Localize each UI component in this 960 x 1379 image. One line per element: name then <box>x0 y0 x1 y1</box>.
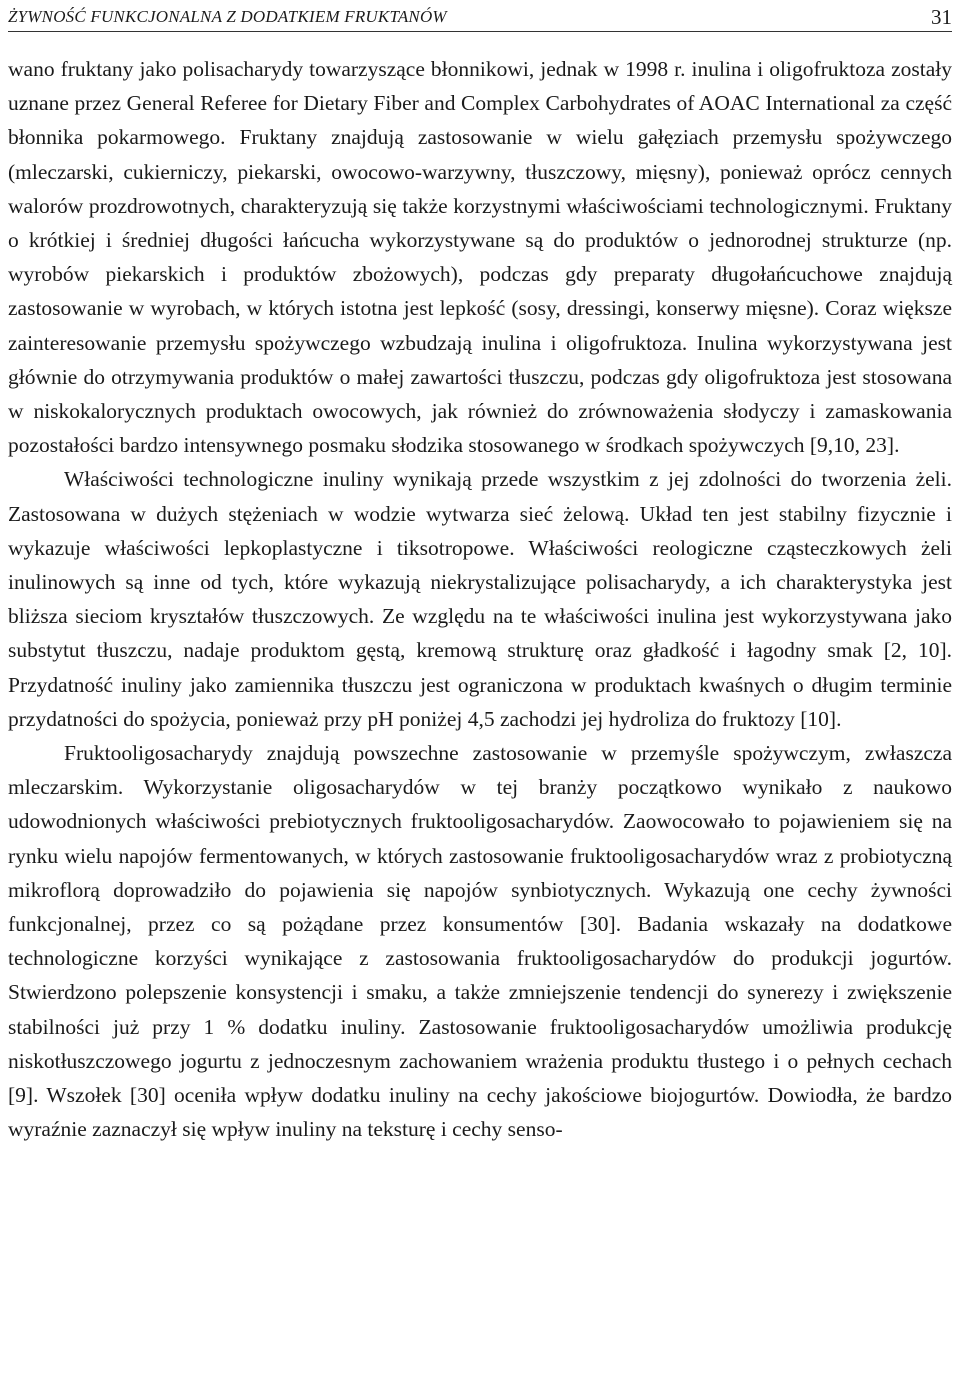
document-page <box>8 0 952 1379</box>
header-divider <box>8 31 952 32</box>
running-header-title: ŻYWNOŚĆ FUNKCJONALNA Z DODATKIEM FRUKTANÓW <box>8 7 447 26</box>
body-text <box>8 52 952 1147</box>
running-header <box>8 4 952 30</box>
paragraph-inulin-properties: Właściwości technologiczne inuliny wynikają przede wszystkim z jej zdolności do tworzenia żeli. Zastosowana w dużych stężeniach w wodzie wytwarza sieć żelową. Układ ten jest stabilny fizycznie i wykazuje właściwości lepkoplastyczne i tiksotropowe. Właściwości reologiczne cząsteczkowych żeli inulinowych są inne od tych, które wykazują niekrystalizujące polisacharydy, a ich charakterystyka jest bliższa sieciom kryształów tłuszczowych. Ze względu na te właściwości inulina jest wykorzystywana jako substytut tłuszczu, nadaje produktom gęstą, kremową strukturę oraz gładkość i łagodny smak [2, 10]. Przydatność inuliny jako zamiennika tłuszczu jest ograniczona w produktach kwaśnych o długim terminie przydatności do spożycia, ponieważ przy pH poniżej 4,5 zachodzi jej hydroliza do fruktozy [10]. <box>8 467 952 731</box>
page-number: 31 <box>931 5 952 29</box>
paragraph-fructooligosaccharides: Fruktooligosacharydy znajdują powszechne zastosowanie w przemyśle spożywczym, zwłaszcza mleczarskim. Wykorzystanie oligosacharydów w tej branży początkowo wynikało z naukowo udowodnionych właściwości prebiotycznych fruktooligosacharydów. Zaowocowało to pojawieniem się na rynku wielu napojów fermentowanych, w których zastosowanie fruktooligosacharydów wraz z probiotyczną mikroflorą doprowadziło do pojawienia się napojów synbiotycznych. Wykazują one cechy żywności funkcjonalnej, przez co są pożądane przez konsumentów [30]. Badania wskazały na dodatkowe technologiczne korzyści wynikające z zastosowania fruktooligosacharydów do produkcji jogurtów. Stwierdzono polepszenie konsystencji i smaku, a także zmniejszenie tendencji do synerezy i zwiększenie stabilności już przy 1 % dodatku inuliny. Zastosowanie fruktooligosacharydów umożliwia produkcję niskotłuszczowego jogurtu z jednoczesnym zachowaniem wrażenia produktu tłustego i o pełnych cechach [9]. Wszołek [30] oceniła wpływ dodatku inuliny na cechy jakościowe biojogurtów. Dowiodła, że bardzo wyraźnie zaznaczył się wpływ inuliny na teksturę i cechy senso- <box>8 741 952 1142</box>
paragraph-continuation: wano fruktany jako polisacharydy towarzyszące błonnikowi, jednak w 1998 r. inulina i oligofruktoza zostały uznane przez General Referee for Dietary Fiber and Complex Carbohydrates of AOAC International za część błonnika pokarmowego. Fruktany znajdują zastosowanie w wielu gałęziach przemysłu spożywczego (mleczarski, cukierniczy, piekarski, owocowo-warzywny, tłuszczowy, mięsny), ponieważ oprócz cennych walorów prozdrowotnych, charakteryzują się także korzystnymi właściwościami technologicznymi. Fruktany o krótkiej i średniej długości łańcucha wykorzystywane są do produktów o jednorodnej strukturze (np. wyrobów piekarskich i produktów zbożowych), podczas gdy preparaty długołańcuchowe znajdują zastosowanie w wyrobach, w których istotna jest lepkość (sosy, dressingi, konserwy mięsne). Coraz większe zainteresowanie przemysłu spożywczego wzbudzają inulina i oligofruktoza. Inulina wykorzystywana jest głównie do otrzymywania produktów o małej zawartości tłuszczu, podczas gdy oligofruktoza jest stosowana w niskokalorycznych produktach owocowych, jak również do zrównoważenia słodyczy i zamaskowania pozostałości bardzo intensywnego posmaku słodzika stosowanego w środkach spożywczych [9,10, 23]. <box>8 57 952 458</box>
